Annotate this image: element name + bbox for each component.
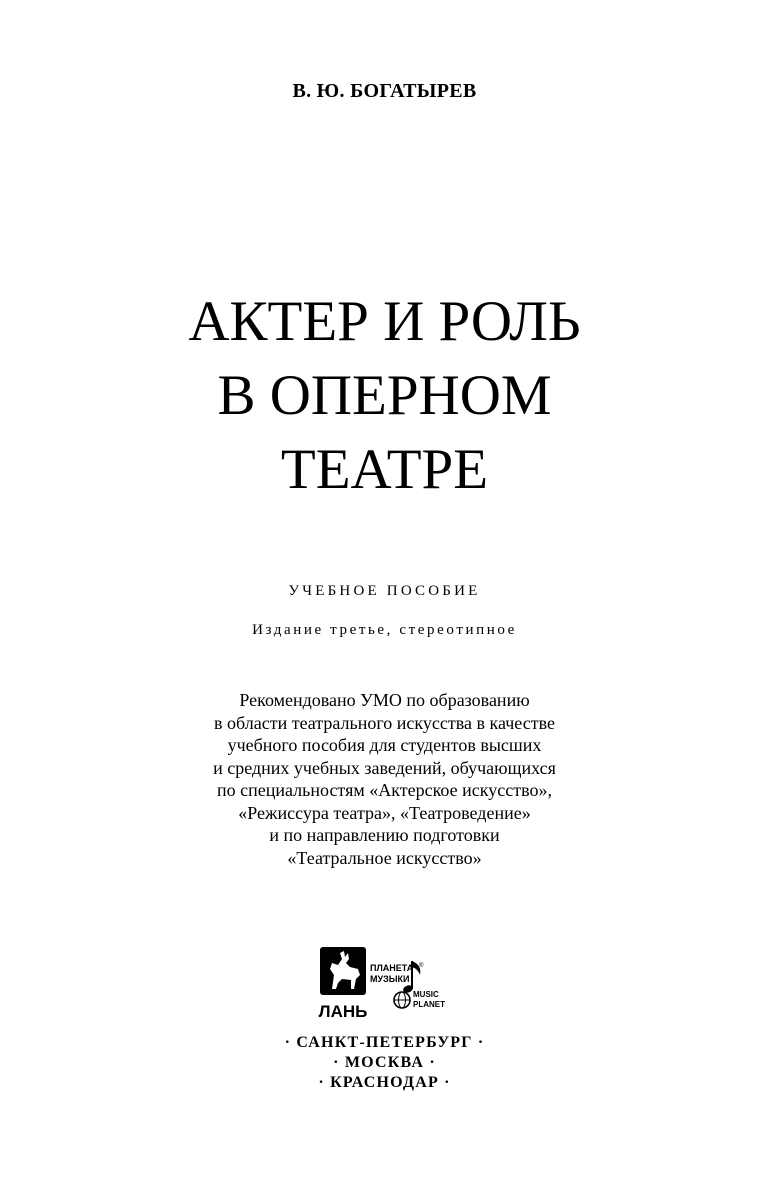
title-line: АКТЕР И РОЛЬ	[188, 290, 581, 353]
recommendation-line: «Режиссура театра», «Театроведение»	[238, 802, 531, 823]
recommendation-line: Рекомендовано УМО по образованию	[239, 690, 530, 710]
music-text: MUSIC	[413, 990, 439, 999]
title-line: ТЕАТРЕ	[280, 438, 489, 501]
recommendation-line: «Театральное искусство»	[287, 847, 482, 868]
recommendation-line: в области театрального искусства в качестве	[214, 712, 555, 733]
recommendation-text	[0, 689, 769, 869]
muzyki-text: МУЗЫКИ	[370, 974, 410, 984]
lan-logo-text: ЛАНЬ	[318, 1002, 368, 1021]
globe-icon	[394, 992, 410, 1008]
recommendation-line: и средних учебных заведений, обучающихся	[213, 757, 556, 778]
city-line: · КРАСНОДАР ·	[318, 1074, 451, 1091]
city-line: · МОСКВА ·	[333, 1054, 436, 1071]
city-line: · САНКТ-ПЕТЕРБУРГ ·	[284, 1034, 485, 1051]
title-line: В ОПЕРНОМ	[217, 364, 552, 427]
planet-text: PLANET	[413, 1000, 445, 1009]
book-title	[0, 285, 769, 507]
publisher-logo	[318, 945, 458, 1040]
publisher-cities	[0, 1033, 769, 1093]
recommendation-line: по специальностям «Актерское искусство»,	[217, 780, 552, 800]
recommendation-line: учебного пособия для студентов высших	[227, 735, 542, 755]
book-genre: УЧЕБНОЕ ПОСОБИЕ	[288, 583, 481, 599]
lan-deer-icon	[320, 947, 366, 995]
recommendation-line: и по направлению подготовки	[269, 825, 500, 845]
registered-mark: ®	[419, 963, 424, 969]
edition-note: Издание третье, стереотипное	[252, 622, 517, 638]
author-name: В. Ю. БОГАТЫРЕВ	[292, 80, 477, 102]
planeta-text: ПЛАНЕТА	[370, 963, 414, 973]
